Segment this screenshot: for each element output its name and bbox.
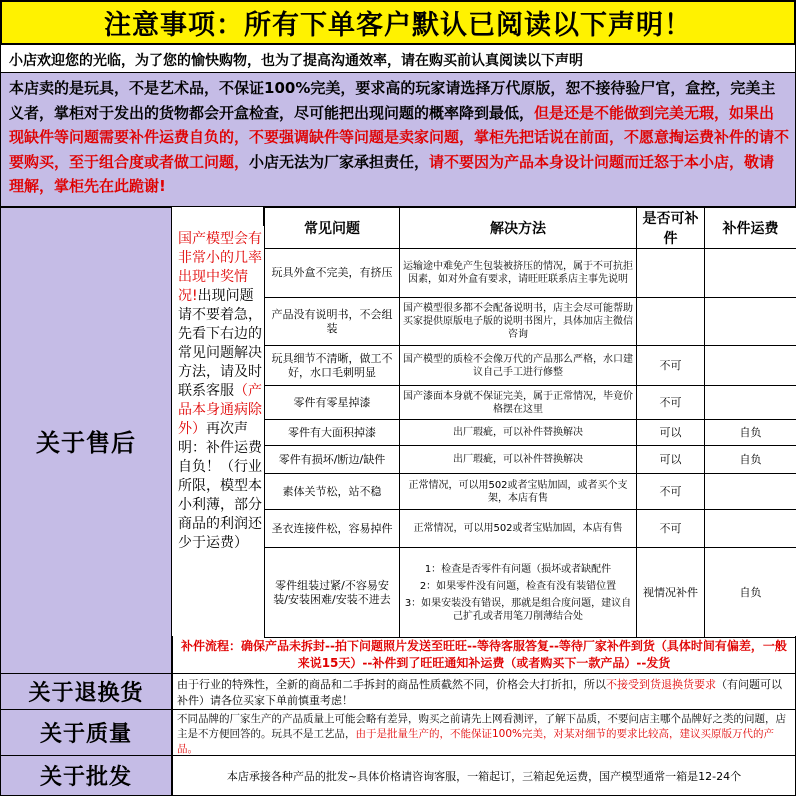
quality-warning: 由于是批量生产的，不能保证100%完美，对某对细节的要求比较高，建议买原版万代的产品。 bbox=[177, 728, 775, 755]
solution-cell: 正常情况，可以用502或者宝贴加固，本店有售 bbox=[400, 510, 637, 548]
replaceable-cell: 可以 bbox=[637, 446, 705, 474]
problem-cell: 零件有零星掉漆 bbox=[265, 386, 400, 420]
solution-cell: 正常情况，可以用502或者宝贴加固，或者买个支架，本店有售 bbox=[400, 474, 637, 510]
solution-cell: 出厂瑕疵，可以补件替换解决 bbox=[400, 420, 637, 446]
solution-step-1: 1：检查是否零件有问题（损坏或者缺配件 bbox=[424, 563, 612, 575]
fee-cell: 自负 bbox=[705, 548, 796, 638]
aside-text-1: 出现问题请不要着急，先看下右边的常见问题解决方法，请及时联系客服 bbox=[178, 288, 262, 399]
returns-text-2: （有问题可以补件）请各位买家下单前慎重考虑！ bbox=[177, 678, 782, 707]
fee-cell bbox=[705, 298, 796, 346]
table-row bbox=[265, 420, 796, 446]
table-row bbox=[265, 474, 796, 510]
replaceable-cell: 不可 bbox=[637, 510, 705, 548]
solution-cell bbox=[400, 548, 637, 638]
fee-cell bbox=[705, 249, 796, 298]
aside-warning-1: 国产模型会有非常小的几率出现中奖情况! bbox=[178, 231, 262, 304]
solution-cell: 出厂瑕疵，可以补件替换解决 bbox=[400, 446, 637, 474]
fee-cell: 自负 bbox=[705, 446, 796, 474]
solution-cell: 国产模型很多都不会配备说明书，店主会尽可能帮助买家提供原版电子版的说明书图片，具体加店主微信咨询 bbox=[400, 298, 637, 346]
solution-cell: 运输途中难免产生包装被挤压的情况，属于不可抗拒因素，如对外盒有要求，请旺旺联系店主事先说明 bbox=[400, 249, 637, 298]
replaceable-cell: 不可 bbox=[637, 474, 705, 510]
problem-cell: 零件有大面积掉漆 bbox=[265, 420, 400, 446]
problem-cell: 玩具外盒不完美，有挤压 bbox=[265, 249, 400, 298]
replaceable-cell: 不可 bbox=[637, 386, 705, 420]
solution-cell: 国产漆面本身就不保证完美，属于正常情况，毕竟价格摆在这里 bbox=[400, 386, 637, 420]
wholesale-policy: 本店承接各种产品的批发~具体价格请咨询客服，一箱起订，三箱起免运费，国产模型通常一箱是12-24个 bbox=[172, 756, 796, 796]
table-row bbox=[265, 446, 796, 474]
replacement-process: 补件流程：确保产品未拆封--拍下问题照片发送至旺旺--等待客服答复--等待厂家补件到货（具体时间有偏差，一般来说15天）--补件到了旺旺通知补运费（或者购买下一款产品）--发货 bbox=[172, 636, 796, 674]
solution-step-2: 2：如果零件没有问题，检查有没有装错位置 bbox=[419, 580, 617, 592]
after-sales-aside bbox=[172, 226, 264, 636]
problem-cell: 零件有损坏/断边/缺件 bbox=[265, 446, 400, 474]
store-notice bbox=[0, 73, 796, 207]
header-shipping-fee: 补件运费 bbox=[705, 208, 796, 249]
replaceable-cell: 不可 bbox=[637, 346, 705, 386]
replaceable-cell bbox=[637, 249, 705, 298]
replaceable-cell bbox=[637, 298, 705, 346]
problem-cell: 圣衣连接件松，容易掉件 bbox=[265, 510, 400, 548]
solution-cell: 国产模型的质检不会像万代的产品那么严格，水口建议自己手工进行修整 bbox=[400, 346, 637, 386]
header-replaceable: 是否可补件 bbox=[637, 208, 705, 249]
faq-header-row bbox=[265, 208, 796, 249]
notice-banner: 注意事项：所有下单客户默认已阅读以下声明！ bbox=[0, 0, 796, 45]
aside-header-spacer bbox=[172, 207, 264, 226]
quality-text: 不同品牌的厂家生产的产品质量上可能会略有差异，购买之前请先上网看测评，了解下品质，不要问店主哪个品牌好之类的问题，店主是不方便回答的。玩具不是工艺品， bbox=[177, 713, 786, 740]
table-row bbox=[265, 386, 796, 420]
quality-policy bbox=[172, 710, 796, 756]
header-solution: 解决方法 bbox=[400, 208, 637, 249]
aside-warning-2: （产品本身通病除外） bbox=[178, 383, 262, 437]
notice-text-1: 本店卖的是玩具，不是艺术品，不保证100%完美，要求高的玩家请选择万代原版，恕不接待验尸官，盒控，完美主义者，掌柜对于发出的货物都会开盒检查，尽可能把出现问题的概率降到最低， bbox=[9, 79, 776, 122]
problem-cell: 零件组装过紧/不容易安装/安装困难/安装不进去 bbox=[265, 548, 400, 638]
returns-label: 关于退换货 bbox=[0, 674, 172, 710]
fee-cell bbox=[705, 346, 796, 386]
fee-cell bbox=[705, 474, 796, 510]
intro-line: 小店欢迎您的光临，为了您的愉快购物，也为了提高沟通效率，请在购买前认真阅读以下声明 bbox=[0, 45, 796, 73]
replaceable-cell: 视情况补件 bbox=[637, 548, 705, 638]
table-row bbox=[265, 548, 796, 638]
table-row bbox=[265, 249, 796, 298]
notice-warning-1: 但是还是不能做到完美无瑕，如果出现缺件等问题需要补件运费自负的，不要强调缺件等问题是卖家问题，掌柜先把话说在前面，不愿意掏运费补件的请不要购买，至于组合度或者做工问题， bbox=[9, 103, 790, 171]
table-row bbox=[265, 346, 796, 386]
header-problem: 常见问题 bbox=[265, 208, 400, 249]
returns-policy bbox=[172, 674, 796, 710]
returns-warning: 不接受到货退换货要求 bbox=[606, 678, 716, 691]
problem-cell: 素体关节松，站不稳 bbox=[265, 474, 400, 510]
problem-cell: 玩具细节不清晰，做工不好，水口毛刺明显 bbox=[265, 346, 400, 386]
table-row bbox=[265, 298, 796, 346]
notice-text-2: 小店无法为厂家承担责任， bbox=[249, 152, 430, 171]
faq-table bbox=[264, 207, 796, 638]
notice-warning-2: 请不要因为产品本身设计问题而迁怒于本小店，敬请理解，掌柜先在此跪谢! bbox=[9, 152, 775, 195]
replaceable-cell: 可以 bbox=[637, 420, 705, 446]
after-sales-label: 关于售后 bbox=[0, 207, 172, 674]
table-row bbox=[265, 510, 796, 548]
wholesale-label: 关于批发 bbox=[0, 756, 172, 796]
returns-text-1: 由于行业的特殊性，全新的商品和二手拆封的商品性质截然不同，价格会大打折扣，所以 bbox=[177, 678, 606, 691]
quality-label: 关于质量 bbox=[0, 710, 172, 756]
problem-cell: 产品没有说明书，不会组装 bbox=[265, 298, 400, 346]
solution-step-3: 3：如果安装没有错误，那就是组合度问题，建议自己扩孔或者用笔刀削薄结合处 bbox=[404, 597, 632, 622]
fee-cell bbox=[705, 510, 796, 548]
aside-text-2: 再次声明：补件运费自负！（行业所限，模型本小利薄，部分商品的利润还少于运费） bbox=[178, 421, 262, 551]
fee-cell: 自负 bbox=[705, 420, 796, 446]
fee-cell bbox=[705, 386, 796, 420]
